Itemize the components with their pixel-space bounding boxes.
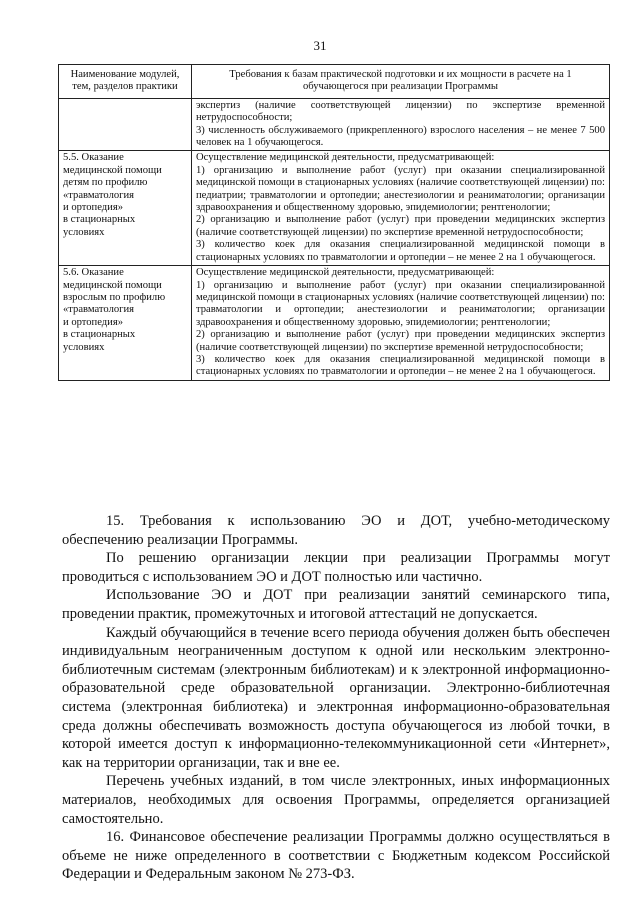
requirement-line: 3) количество коек для оказания специализированной медицинской помощи в стационарных условиях по травматологии и ортопедии – не менее 2 на 1 обучающегося.	[196, 353, 605, 378]
requirements-cell	[192, 98, 610, 151]
module-line: условиях	[63, 341, 105, 353]
table-row-5-6	[59, 266, 610, 381]
module-line: и ортопедия»	[63, 202, 124, 214]
module-line: условиях	[63, 226, 105, 238]
requirement-line: 2) организацию и выполнение работ (услуг) при проведении медицинских экспертиз (наличие соответствующей лицензии) по экспертизе временной нетрудоспособности;	[196, 329, 605, 353]
table-header-row	[59, 65, 610, 99]
module-cell-empty	[59, 98, 192, 151]
requirements-table	[58, 64, 610, 381]
module-line: 5.5. Оказание	[63, 152, 124, 164]
module-cell	[59, 266, 192, 381]
page-number: 31	[313, 38, 327, 53]
body-text	[62, 512, 610, 884]
table-row-continuation	[59, 98, 610, 151]
requirement-line: 1) организацию и выполнение работ (услуг) при оказании специализированной медицинской помощи в стационарных условиях (наличие соответствующей лицензии) по: педиатрии; травматологии и ортопедии; анестезиологии и реаниматологии; организации здравоохранения и общественному здоровью, эпидемиологии; рентгенологии;	[196, 164, 605, 214]
requirement-line: 1) организацию и выполнение работ (услуг) при оказании специализированной медицинской помощи в стационарных условиях (наличие соответствующей лицензии) по: травматологии и ортопедии; анестезиологии и реаниматологии; организации здравоохранения и общественному здоровью, эпидемиологии; рентгенологии;	[196, 279, 605, 328]
paragraph: Каждый обучающийся в течение всего периода обучения должен быть обеспечен индивидуальным неограниченным доступом к одной или нескольким электронно-библиотечным системам (электронным библиотекам) и к электронной информационно-образовательной среде образовательной организации. Электронно-библиотечная система (электронная библиотека) и электронная информационно-образовательная среда должны обеспечивать возможность доступа обучающегося из любой точки, в которой имеется доступ к информационно-телекоммуникационной сети «Интернет», как на территории организации, так и вне ее.	[62, 624, 610, 771]
module-line: детям по профилю	[63, 177, 148, 189]
header-module: Наименование модулей, тем, разделов практики	[59, 65, 192, 99]
requirement-line: экспертиз (наличие соответствующей лицензии) по экспертизе временной нетрудоспособности;	[196, 99, 605, 124]
header-requirements: Требования к базам практической подготовки и их мощности в расчете на 1 обучающегося при реализации Программы	[192, 65, 610, 99]
requirement-line: 2) организацию и выполнение работ (услуг) при проведении медицинских экспертиз (наличие соответствующей лицензии) по экспертизе временной нетрудоспособности;	[196, 214, 605, 238]
module-line: 5.6. Оказание	[63, 267, 124, 279]
requirement-line: 3) количество коек для оказания специализированной медицинской помощи в стационарных условиях по травматологии и ортопедии – не менее 2 на 1 обучающегося.	[196, 239, 605, 263]
requirement-line: Осуществление медицинской деятельности, предусматривающей:	[196, 152, 495, 164]
module-cell	[59, 151, 192, 266]
paragraph: Перечень учебных изданий, в том числе электронных, иных информационных материалов, необходимых для освоения Программы, определяется организацией самостоятельно.	[62, 773, 610, 827]
module-line: в стационарных	[63, 214, 136, 226]
module-line: «травматология	[63, 304, 135, 316]
module-line: медицинской помощи	[63, 279, 162, 291]
module-line: медицинской помощи	[63, 164, 162, 176]
module-line: в стационарных	[63, 329, 136, 341]
requirements-cell	[192, 151, 610, 266]
paragraph-15: 15. Требования к использованию ЭО и ДОТ, учебно-методическому обеспечению реализации Программы.	[62, 513, 610, 548]
module-line: и ортопедия»	[63, 316, 124, 328]
module-line: «травматология	[63, 189, 135, 201]
paragraph: По решению организации лекции при реализации Программы могут проводиться с использованием ЭО и ДОТ полностью или частично.	[62, 550, 610, 585]
requirement-line: 3) численность обслуживаемого (прикрепленного) взрослого населения – не менее 7 500 человек на 1 обучающегося.	[196, 124, 605, 149]
paragraph-16: 16. Финансовое обеспечение реализации Программы должно осуществляться в объеме не ниже определенного в соответствии с Бюджетным кодексом Российской Федерации и Федеральным законом № 273-ФЗ.	[62, 829, 610, 883]
paragraph: Использование ЭО и ДОТ при реализации занятий семинарского типа, проведении практик, промежуточных и итоговой аттестаций не допускается.	[62, 587, 610, 622]
module-line: взрослым по профилю	[63, 291, 166, 303]
requirements-cell	[192, 266, 610, 381]
requirement-line: Осуществление медицинской деятельности, предусматривающей:	[196, 267, 495, 279]
table-row-5-5	[59, 151, 610, 266]
